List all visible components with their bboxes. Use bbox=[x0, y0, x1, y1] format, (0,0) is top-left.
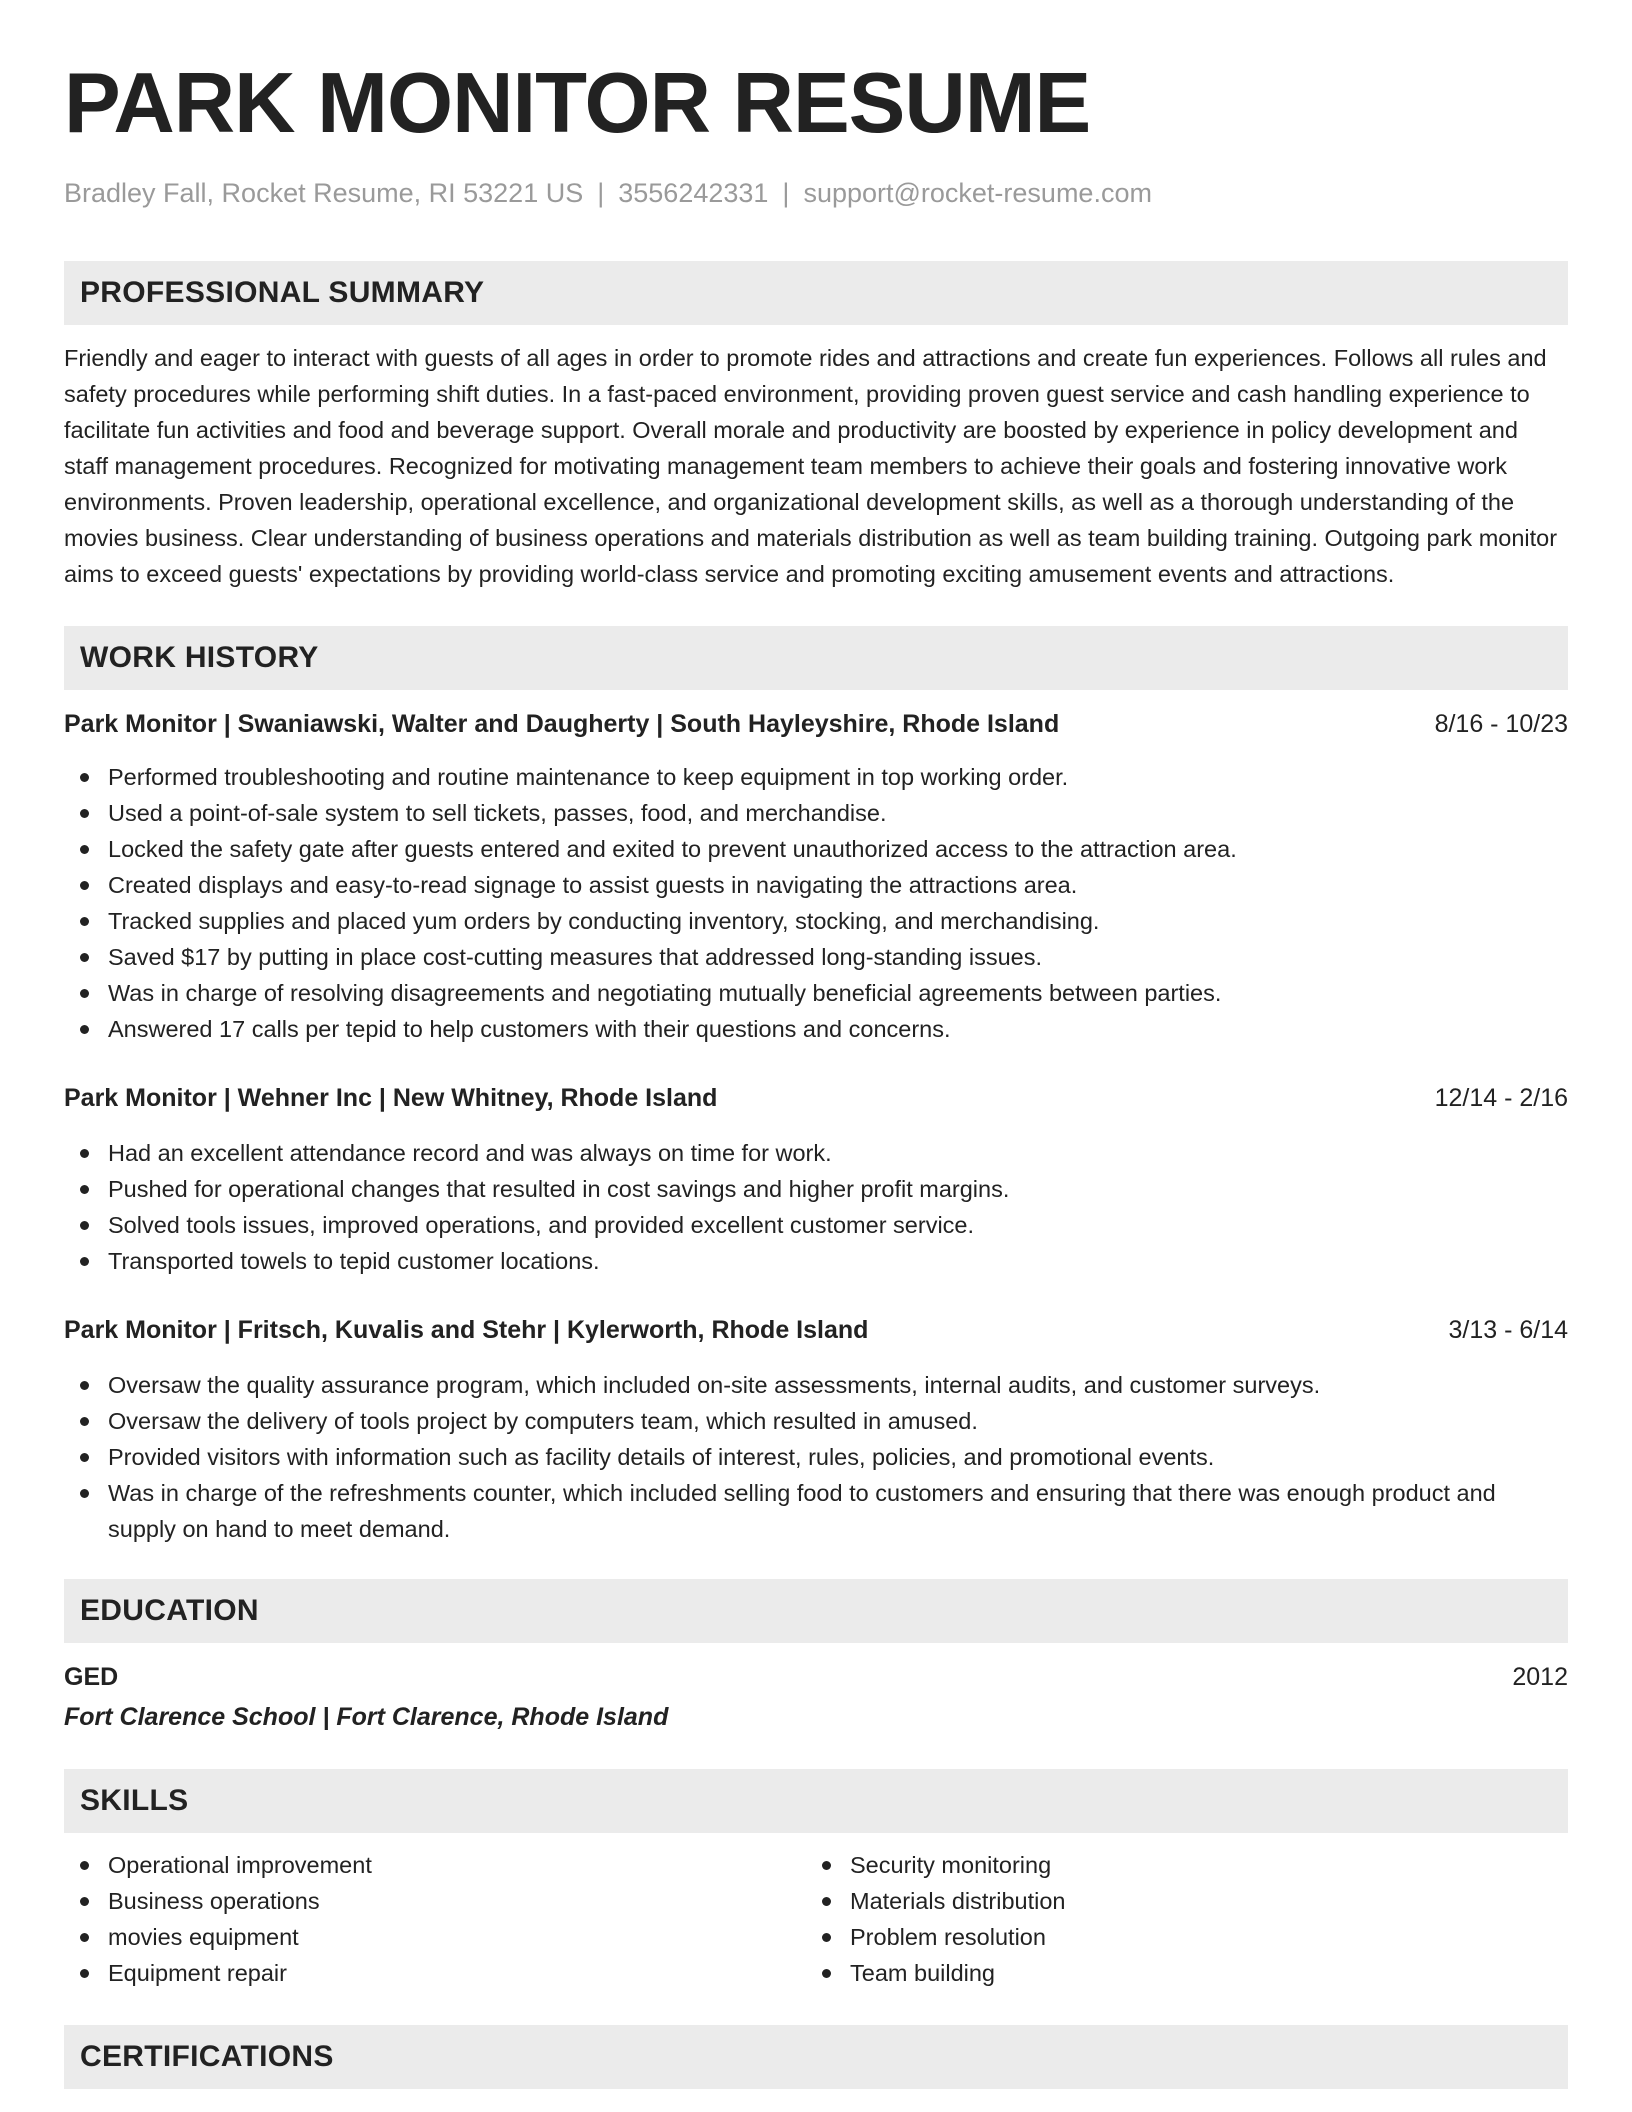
job-entry bbox=[64, 706, 1568, 1047]
job-dates: 12/14 - 2/16 bbox=[1434, 1084, 1568, 1112]
list-item bbox=[64, 1171, 1568, 1207]
job-bullets bbox=[64, 1367, 1568, 1547]
list-item-text: Performed troubleshooting and routine maintenance to keep equipment in top working order. bbox=[108, 764, 1069, 790]
list-item-text: Used a point-of-sale system to sell tickets, passes, food, and merchandise. bbox=[108, 800, 887, 826]
skill-label: Operational improvement bbox=[108, 1852, 372, 1878]
list-item bbox=[64, 1883, 806, 1919]
skill-label: Security monitoring bbox=[850, 1852, 1052, 1878]
list-item bbox=[64, 903, 1568, 939]
section-heading-certifications: CERTIFICATIONS bbox=[64, 2025, 1568, 2089]
contact-address: Bradley Fall, Rocket Resume, RI 53221 US bbox=[64, 178, 584, 208]
bullet-icon bbox=[80, 1861, 89, 1870]
list-item-text: Transported towels to tepid customer locations. bbox=[108, 1248, 600, 1274]
list-item bbox=[64, 975, 1568, 1011]
list-item bbox=[64, 1011, 1568, 1047]
bullet-icon bbox=[80, 1897, 89, 1906]
bullet-icon bbox=[822, 1861, 831, 1870]
list-item bbox=[64, 1919, 806, 1955]
list-item-text: Provided visitors with information such as facility details of interest, rules, policies, and promotional events. bbox=[108, 1444, 1215, 1470]
list-item bbox=[806, 1919, 1568, 1955]
list-item-text: Saved $17 by putting in place cost-cutting measures that addressed long-standing issues. bbox=[108, 944, 1043, 970]
list-item bbox=[64, 1207, 1568, 1243]
bullet-icon bbox=[80, 1149, 89, 1158]
list-item-text: Was in charge of the refreshments counter, which included selling food to customers and ensuring that there was enough product and supply on hand to meet demand. bbox=[108, 1480, 1496, 1542]
list-item-text: Pushed for operational changes that resulted in cost savings and higher profit margins. bbox=[108, 1176, 1010, 1202]
resume-title: PARK MONITOR RESUME bbox=[64, 56, 1091, 151]
job-dates: 8/16 - 10/23 bbox=[1434, 710, 1568, 738]
list-item-text: Created displays and easy-to-read signage to assist guests in navigating the attractions area. bbox=[108, 872, 1078, 898]
skill-label: Business operations bbox=[108, 1888, 320, 1914]
skills-column-left bbox=[64, 1847, 806, 1991]
list-item bbox=[64, 867, 1568, 903]
bullet-icon bbox=[80, 1025, 89, 1034]
job-header bbox=[64, 1312, 1568, 1348]
job-title: Park Monitor | Swaniawski, Walter and Daugherty | South Hayleyshire, Rhode Island bbox=[64, 710, 1060, 738]
list-item bbox=[64, 1135, 1568, 1171]
bullet-icon bbox=[80, 953, 89, 962]
skill-label: movies equipment bbox=[108, 1924, 299, 1950]
list-item bbox=[64, 759, 1568, 795]
job-bullets bbox=[64, 1135, 1568, 1279]
bullet-icon bbox=[80, 1185, 89, 1194]
job-entry bbox=[64, 1312, 1568, 1547]
list-item bbox=[806, 1847, 1568, 1883]
section-heading-skills: SKILLS bbox=[64, 1769, 1568, 1833]
list-item bbox=[64, 1403, 1568, 1439]
list-item-text: Oversaw the quality assurance program, which included on-site assessments, internal audits, and customer surveys. bbox=[108, 1372, 1321, 1398]
section-heading-summary: PROFESSIONAL SUMMARY bbox=[64, 261, 1568, 325]
list-item-text: Solved tools issues, improved operations, and provided excellent customer service. bbox=[108, 1212, 975, 1238]
list-item-text: Tracked supplies and placed yum orders by conducting inventory, stocking, and merchandising. bbox=[108, 908, 1100, 934]
list-item-text: Oversaw the delivery of tools project by computers team, which resulted in amused. bbox=[108, 1408, 978, 1434]
bullet-icon bbox=[80, 1489, 89, 1498]
contact-email: support@rocket-resume.com bbox=[803, 178, 1152, 208]
bullet-icon bbox=[822, 1933, 831, 1942]
bullet-icon bbox=[80, 917, 89, 926]
education-year: 2012 bbox=[1512, 1663, 1568, 1691]
list-item bbox=[64, 939, 1568, 975]
job-bullets bbox=[64, 759, 1568, 1047]
job-entry bbox=[64, 1080, 1568, 1279]
bullet-icon bbox=[80, 1221, 89, 1230]
bullet-icon bbox=[80, 1417, 89, 1426]
skill-label: Problem resolution bbox=[850, 1924, 1046, 1950]
bullet-icon bbox=[80, 881, 89, 890]
list-item bbox=[64, 795, 1568, 831]
contact-separator: | bbox=[782, 178, 790, 208]
list-item bbox=[64, 1367, 1568, 1403]
list-item bbox=[806, 1955, 1568, 1991]
list-item bbox=[64, 1243, 1568, 1279]
list-item-text: Was in charge of resolving disagreements and negotiating mutually beneficial agreements between parties. bbox=[108, 980, 1222, 1006]
education-degree: GED bbox=[64, 1663, 119, 1691]
bullet-icon bbox=[80, 1257, 89, 1266]
contact-phone: 3556242331 bbox=[618, 178, 769, 208]
bullet-icon bbox=[80, 1453, 89, 1462]
section-heading-work-history: WORK HISTORY bbox=[64, 626, 1568, 690]
list-item bbox=[64, 831, 1568, 867]
job-title: Park Monitor | Wehner Inc | New Whitney, Rhode Island bbox=[64, 1084, 718, 1112]
bullet-icon bbox=[80, 809, 89, 818]
skills-grid bbox=[64, 1847, 1568, 1991]
list-item-text: Locked the safety gate after guests entered and exited to prevent unauthorized access to the attraction area. bbox=[108, 836, 1237, 862]
list-item bbox=[64, 1955, 806, 1991]
list-item bbox=[64, 1475, 1568, 1547]
bullet-icon bbox=[80, 1381, 89, 1390]
job-title: Park Monitor | Fritsch, Kuvalis and Stehr | Kylerworth, Rhode Island bbox=[64, 1316, 869, 1344]
education-header bbox=[64, 1659, 1568, 1695]
list-item-text: Answered 17 calls per tepid to help customers with their questions and concerns. bbox=[108, 1016, 951, 1042]
skill-label: Equipment repair bbox=[108, 1960, 287, 1986]
list-item bbox=[806, 1883, 1568, 1919]
list-item-text: Had an excellent attendance record and was always on time for work. bbox=[108, 1140, 832, 1166]
section-heading-education: EDUCATION bbox=[64, 1579, 1568, 1643]
bullet-icon bbox=[822, 1969, 831, 1978]
summary-text: Friendly and eager to interact with guests of all ages in order to promote rides and attractions and create fun experiences. Follows all rules and safety procedures while performing shift duties. In a fast-paced environment, providing proven guest service and cash handling experience to facilitate fun activities and food and beverage support. Overall morale and productivity are boosted by experience in policy development and staff management procedures. Recognized for motivating management team members to achieve their goals and fostering innovative work environments. Proven leadership, operational excellence, and organizational development skills, as well as a thorough understanding of the movies business. Clear understanding of business operations and materials distribution as well as team building training. Outgoing park monitor aims to exceed guests' expectations by providing world-class service and promoting exciting amusement events and attractions. bbox=[64, 345, 1558, 587]
job-header bbox=[64, 1080, 1568, 1116]
list-item bbox=[64, 1847, 806, 1883]
education-school: Fort Clarence School | Fort Clarence, Rhode Island bbox=[64, 1703, 669, 1731]
contact-line bbox=[64, 176, 1568, 210]
job-header bbox=[64, 706, 1568, 742]
skills-column-right bbox=[806, 1847, 1568, 1991]
bullet-icon bbox=[822, 1897, 831, 1906]
bullet-icon bbox=[80, 773, 89, 782]
job-dates: 3/13 - 6/14 bbox=[1448, 1316, 1568, 1344]
bullet-icon bbox=[80, 845, 89, 854]
list-item bbox=[64, 1439, 1568, 1475]
skill-label: Team building bbox=[850, 1960, 996, 1986]
bullet-icon bbox=[80, 1933, 89, 1942]
skill-label: Materials distribution bbox=[850, 1888, 1066, 1914]
bullet-icon bbox=[80, 989, 89, 998]
contact-separator: | bbox=[597, 178, 605, 208]
bullet-icon bbox=[80, 1969, 89, 1978]
